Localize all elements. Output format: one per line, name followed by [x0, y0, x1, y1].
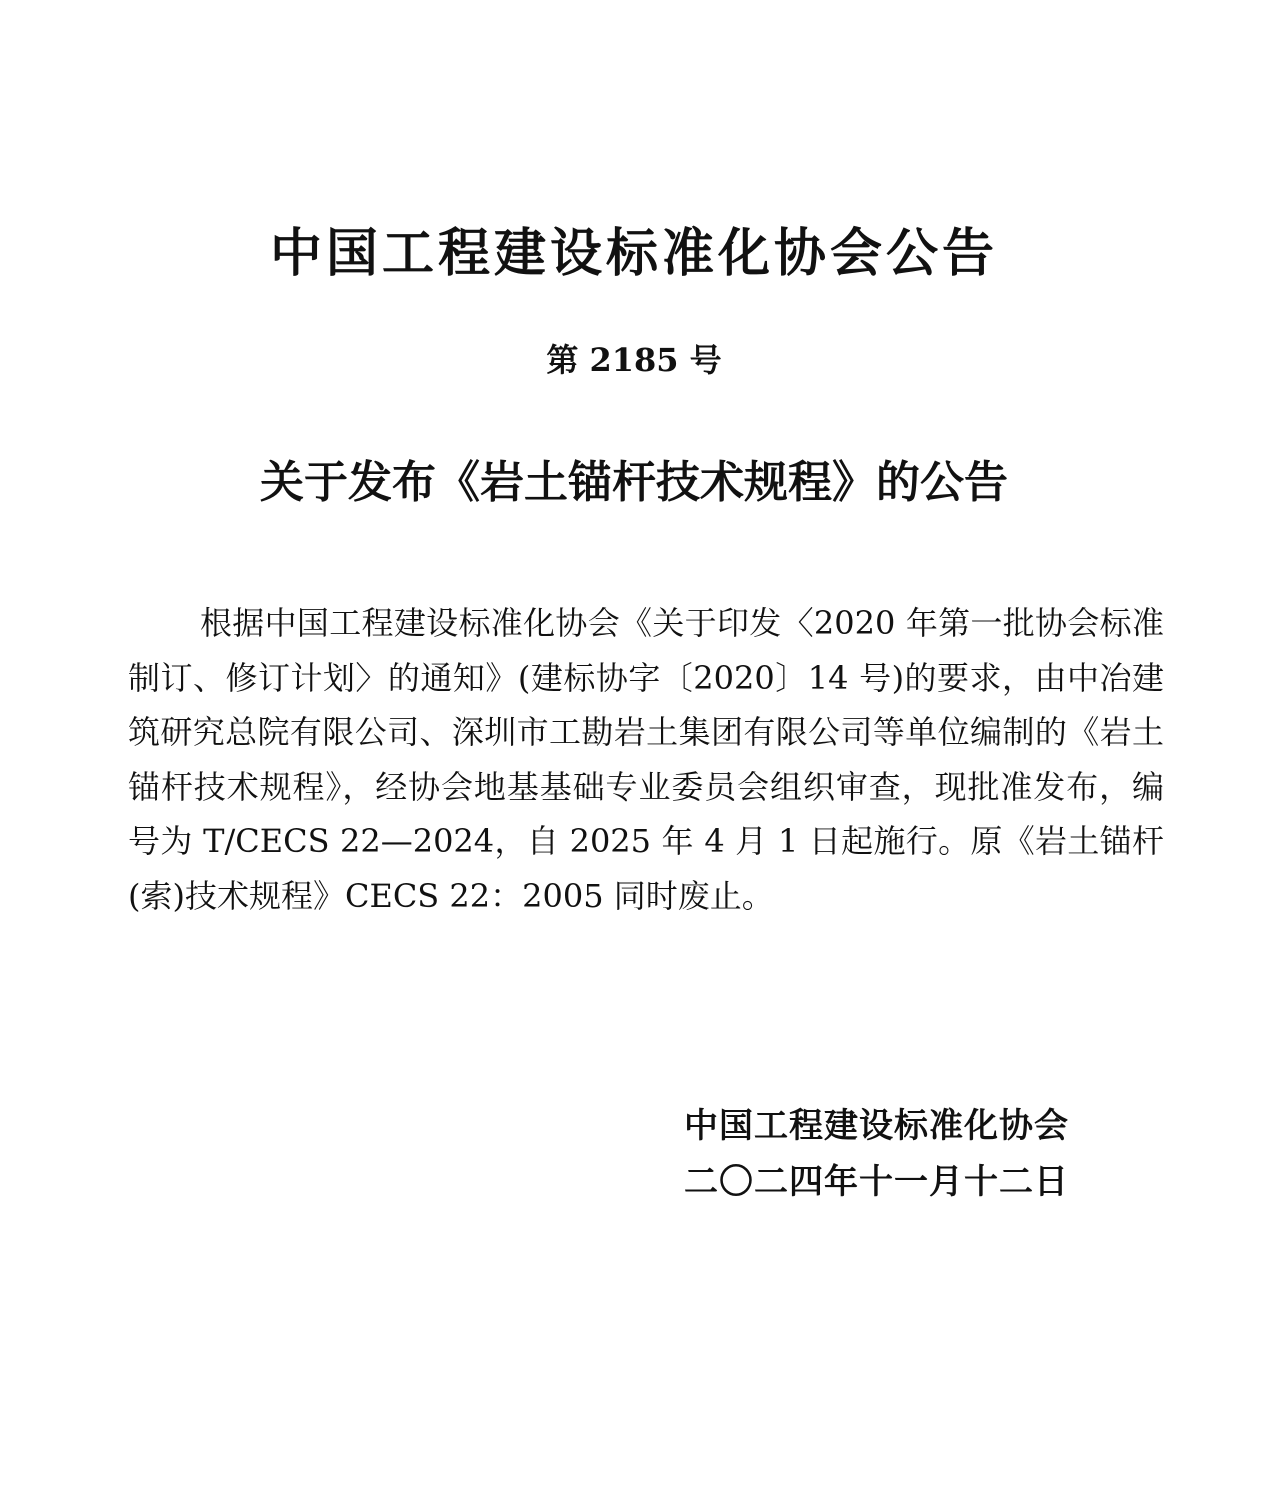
organization-title: 中国工程建设标准化协会公告: [269, 224, 998, 284]
signature-block: [684, 1098, 1104, 1210]
notice-title: 关于发布《岩土锚杆技术规程》的公告: [260, 457, 1008, 508]
signature-organization: 中国工程建设标准化协会: [684, 1106, 1069, 1146]
notice-body: 根据中国工程建设标准化协会《关于印发〈2020 年第一批协会标准制订、修订计划〉的通知》(建标协字〔2020〕14 号)的要求，由中冶建筑研究总院有限公司、深圳市工勘岩土集团有限公司等单位编制的《岩土锚杆技术规程》，经协会地基基础专业委员会组织审查，现批准发布，编号为 T/CECS 22—2024，自 2025 年 4 月 1 日起施行。原《岩土锚杆(索)技术规程》CECS 22：2005 同时废止。: [128, 604, 1164, 915]
document-number: 第 2185 号: [546, 341, 722, 379]
signature-date: 二〇二四年十一月十二日: [684, 1162, 1069, 1202]
